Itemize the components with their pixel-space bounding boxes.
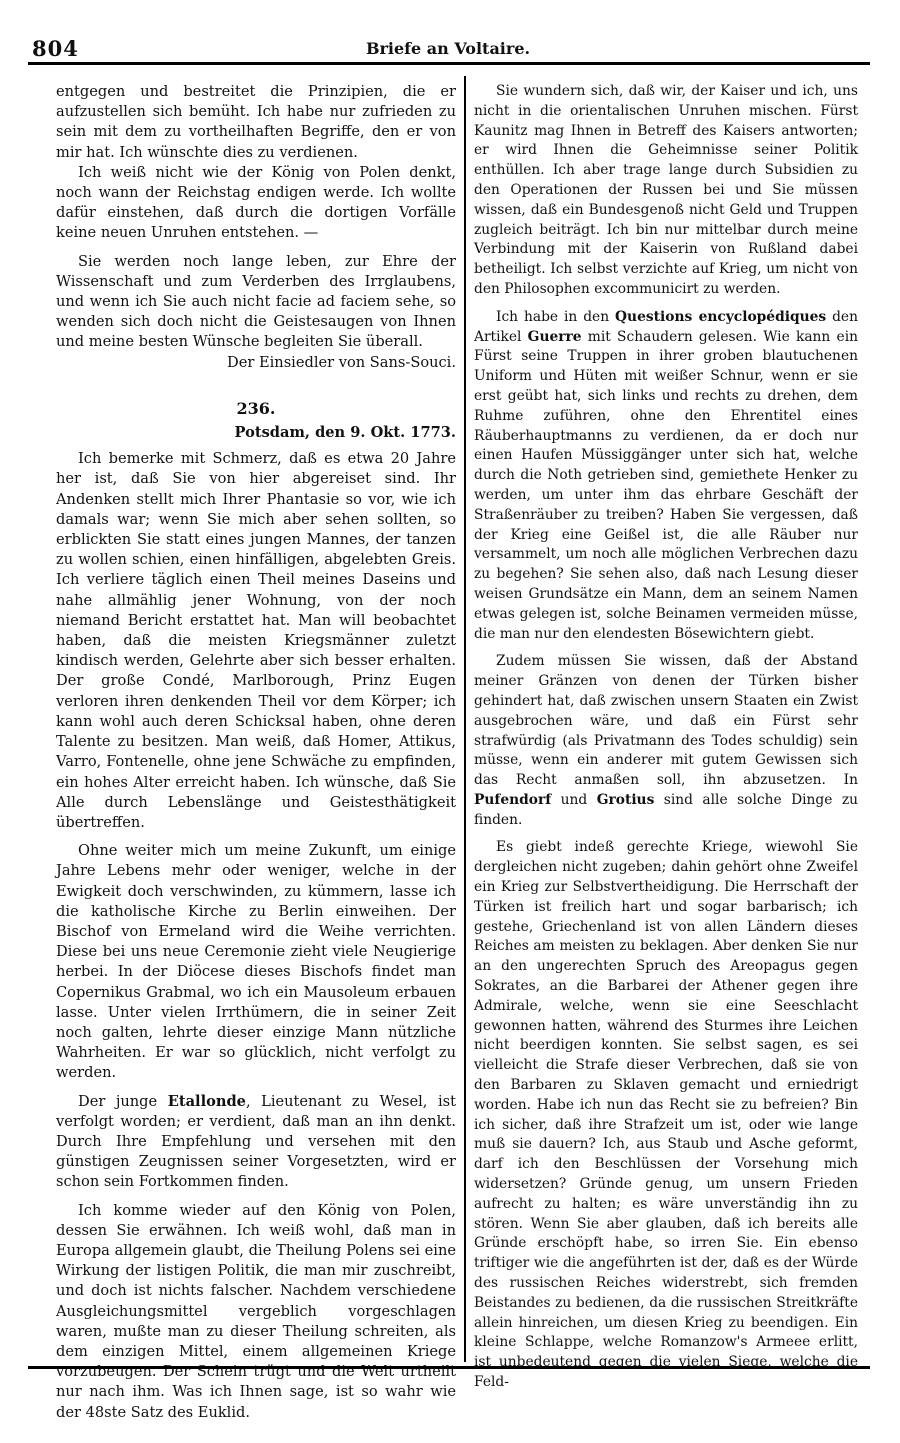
right-column	[474, 82, 858, 1393]
text-run: , Lieutenant zu Wesel, ist verfolgt worden; er verdient, daß man an ihn denkt. Durch Ihre Empfehlung und versehen mit den günstigen Zeugnissen seiner Vorgesetzten, wird er schon sein Fortkommen finden.	[56, 1092, 456, 1191]
paragraph: Es giebt indeß gerechte Kriege, wiewohl Sie dergleichen nicht zugeben; dahin gehört ohne Zweifel ein Krieg zur Selbstvertheidigung. Die Herrschaft der Türken ist freilich hart und sogar barbarisch; ich gestehe, Griechenland ist von allen Ländern dieses Reiches am meisten zu beklagen. Aber denken Sie nur an den ungerechten Spruch des Areopagus gegen Sokrates, an die Barbarei der Athener gegen ihre Admirale, welche, wenn sie eine Seeschlacht gewonnen hatten, während des Sturmes ihre Leichen nicht beerdigen konnten. Sie selbst sagen, es sei vielleicht die Strafe dieser Verbrechen, daß sie von den Barbaren zu Sklaven gemacht und erniedrigt worden. Habe ich nun das Recht sie zu befreien? Bin ich sicher, daß ihre Strafzeit um ist, oder wie lange muß sie dauern? Ich, aus Staub und Asche geformt, darf ich den Beschlüssen der Vorsehung mich widersetzen? Gründe genug, um unsern Frieden aufrecht zu halten; es wäre unverständig ihn zu stören. Wenn Sie aber glauben, daß ich bereits alle Gründe erschöpft habe, so irren Sie. Ein ebenso triftiger wie die angeführten ist der, daß es der Würde des russischen Reiches widerstrebt, sich fremden Beistandes zu bedienen, da die russischen Streitkräfte allein hinreichen, um diesen Krieg zu beendigen. Ein kleine Schlappe, welche Romanzow's Armeee erlitt, ist unbedeutend gegen die vielen Siege, welche die Feld-	[474, 839, 858, 1390]
header-rule	[28, 62, 870, 65]
paragraph: Sie werden noch lange leben, zur Ehre der Wissenschaft und zum Verderben des Irrglaubens, und wenn ich Sie auch nicht facie ad faciem sehe, so wenden sich doch nicht die Geistesaugen von Ihnen und meine besten Wünsche begleiten Sie überall.	[56, 252, 456, 351]
text-run: den Artikel	[474, 308, 858, 345]
left-column	[56, 82, 456, 1423]
signature: Der Einsiedler von Sans-Souci.	[227, 353, 456, 371]
person-name: Grotius	[596, 791, 655, 808]
paragraph: Ich weiß nicht wie der König von Polen denkt, noch wann der Reichstag endigen werde. Ich wollte dafür einstehen, daß durch die dortigen Vorfälle keine neuen Unruhen entstehen. —	[56, 163, 456, 242]
paragraph: Sie wundern sich, daß wir, der Kaiser und ich, uns nicht in die orientalischen Unruhen mischen. Fürst Kaunitz mag Ihnen in Betreff des Kaisers antworten; er wird Ihnen die Geheimnisse seiner Politik enthüllen. Ich aber trage lange durch Subsidien zu den Operationen der Russen bei und Sie müssen wissen, daß ein Bundesgenoß nicht Geld und Truppen zugleich beiträgt. Ich bin nur mittelbar durch meine Verbindung mit der Kaiserin von Rußland dabei betheiligt. Ich selbst verzichte auf Krieg, um nicht von den Philosophen excommunicirt zu werden.	[474, 83, 858, 297]
text-run: Zudem müssen Sie wissen, daß der Abstand meiner Gränzen von denen der Türken bisher gehindert hat, daß zwischen unsern Staaten ein Zwist ausgebrochen wäre, und daß ein Fürst sehr strafwürdig (als Privatmann des Todes schuldig) sein müsse, wenn ein anderer mit gutem Gewissen sich das Recht anmaßen soll, ihn abzusetzen. In	[474, 653, 858, 789]
paragraph	[474, 308, 858, 645]
paragraph: entgegen und bestreitet die Prinzipien, die er aufzustellen sich bemüht. Ich habe nur zufrieden zu sein mit dem zu vortheilhaften Begriffe, den er von mir hat. Ich wünschte dies zu verdienen.	[56, 83, 456, 161]
paragraph: Ich komme wieder auf den König von Polen, dessen Sie erwähnen. Ich weiß wohl, daß man in Europa allgemein glaubt, die Theilung Polens sei eine Wirkung der listigen Politik, die man mir zuschreibt, und doch ist nichts falscher. Nachdem verschiedene Ausgleichungsmittel vergeblich vorgeschlagen waren, mußte man zu dieser Theilung schreiten, als dem einzigen Mittel, einem allgemeinen Kriege vorzubeugen. Der Schein trügt und die Welt urtheilt nur nach ihm. Was ich Ihnen sage, ist so wahr wie der 48ste Satz des Euklid.	[56, 1201, 456, 1421]
article-title: Guerre	[527, 328, 582, 345]
paragraph: Ohne weiter mich um meine Zukunft, um einige Jahre Lebens mehr oder weniger, welche in der Ewigkeit doch verschwinden, zu kümmern, lasse ich die katholische Kirche zu Berlin einweihen. Der Bischof von Ermeland wird die Weihe verrichten. Diese bei uns neue Ceremonie zieht viele Neugierige herbei. In der Diöcese dieses Bischofs findet man Copernikus Grabmal, wo ich ein Mausoleum erbauen lasse. Unter vielen Irrthümern, die in seiner Zeit noch galten, lehrte dieser einzige Mann nützliche Wahrheiten. Er war so glücklich, nicht verfolgt zu werden.	[56, 842, 456, 1082]
page-number: 804	[32, 36, 79, 61]
running-title: Briefe an Voltaire.	[365, 39, 531, 58]
text-run: Ich habe in den	[496, 308, 616, 325]
dateline: Potsdam, den 9. Okt. 1773.	[234, 424, 456, 442]
column-divider	[464, 76, 466, 1362]
text-run: sind alle solche Dinge zu finden.	[474, 791, 859, 828]
text-run: mit Schaudern gelesen. Wie kann ein Fürst seine Truppen in ihrer groben blautuchenen Uniform und Hüten mit weißer Schnur, wenn er sie erst geübt hat, sich links und rechts zu drehen, dem Ruhme zuführen, ohne den Ehrentitel eines Räuberhauptmanns zu verdienen, da er doch nur einen Haufen Müssiggänger unter sich hat, welche durch die Noth getrieben sind, gemiethete Henker zu werden, um unter ihm das ehrbare Geschäft der Straßenräuber zu treiben? Haben Sie vergessen, daß der Krieg eine Geißel ist, die alle Räuber nur versammelt, um noch alle möglichen Verbrechen dazu zu begehen? Sie sehen also, daß nach Lesung dieser weisen Grundsätze ein Mann, dem an seinem Namen etwas gelegen ist, solche Beinamen vermeiden müsse, die man nur den elendesten Bösewichtern giebt.	[474, 328, 858, 642]
paragraph: Ich bemerke mit Schmerz, daß es etwa 20 Jahre her ist, daß Sie von hier abgereiset sind. Ihr Andenken stellt mich Ihrer Phantasie so vor, wie ich damals war; wenn Sie mich aber sehen sollten, so erblickten Sie statt eines jungen Mannes, der tanzen zu wollen schien, einen hinfälligen, abgelebten Greis. Ich verliere täglich einen Theil meines Daseins und nahe allmählig jener Wohnung, von der noch niemand Bericht erstattet hat. Man will beobachtet haben, daß die meisten Kriegsmänner zuletzt kindisch werden, Gelehrte aber sich besser erhalten. Der große Condé, Marlborough, Prinz Eugen verloren ihren denkenden Theil vor dem Körper; ich kann wohl auch deren Schicksal haben, ohne deren Talente zu besitzen. Man weiß, daß Homer, Attikus, Varro, Fontenelle, ohne jene Schwäche zu empfinden, ein hohes Alter erreicht haben. Ich wünsche, daß Sie Alle durch Lebenslänge und Geistesthätigkeit übertreffen.	[56, 450, 456, 831]
footer-rule	[28, 1366, 870, 1369]
paragraph	[474, 652, 858, 830]
page-header	[28, 34, 868, 62]
text-run: und	[551, 791, 597, 808]
person-name: Pufendorf	[474, 791, 552, 808]
book-title: Questions encyclopédiques	[615, 308, 827, 325]
letter-number: 236.	[236, 398, 276, 418]
person-name: Etallonde	[167, 1092, 246, 1110]
paragraph	[56, 1092, 456, 1193]
text-run: Der junge	[78, 1092, 168, 1110]
